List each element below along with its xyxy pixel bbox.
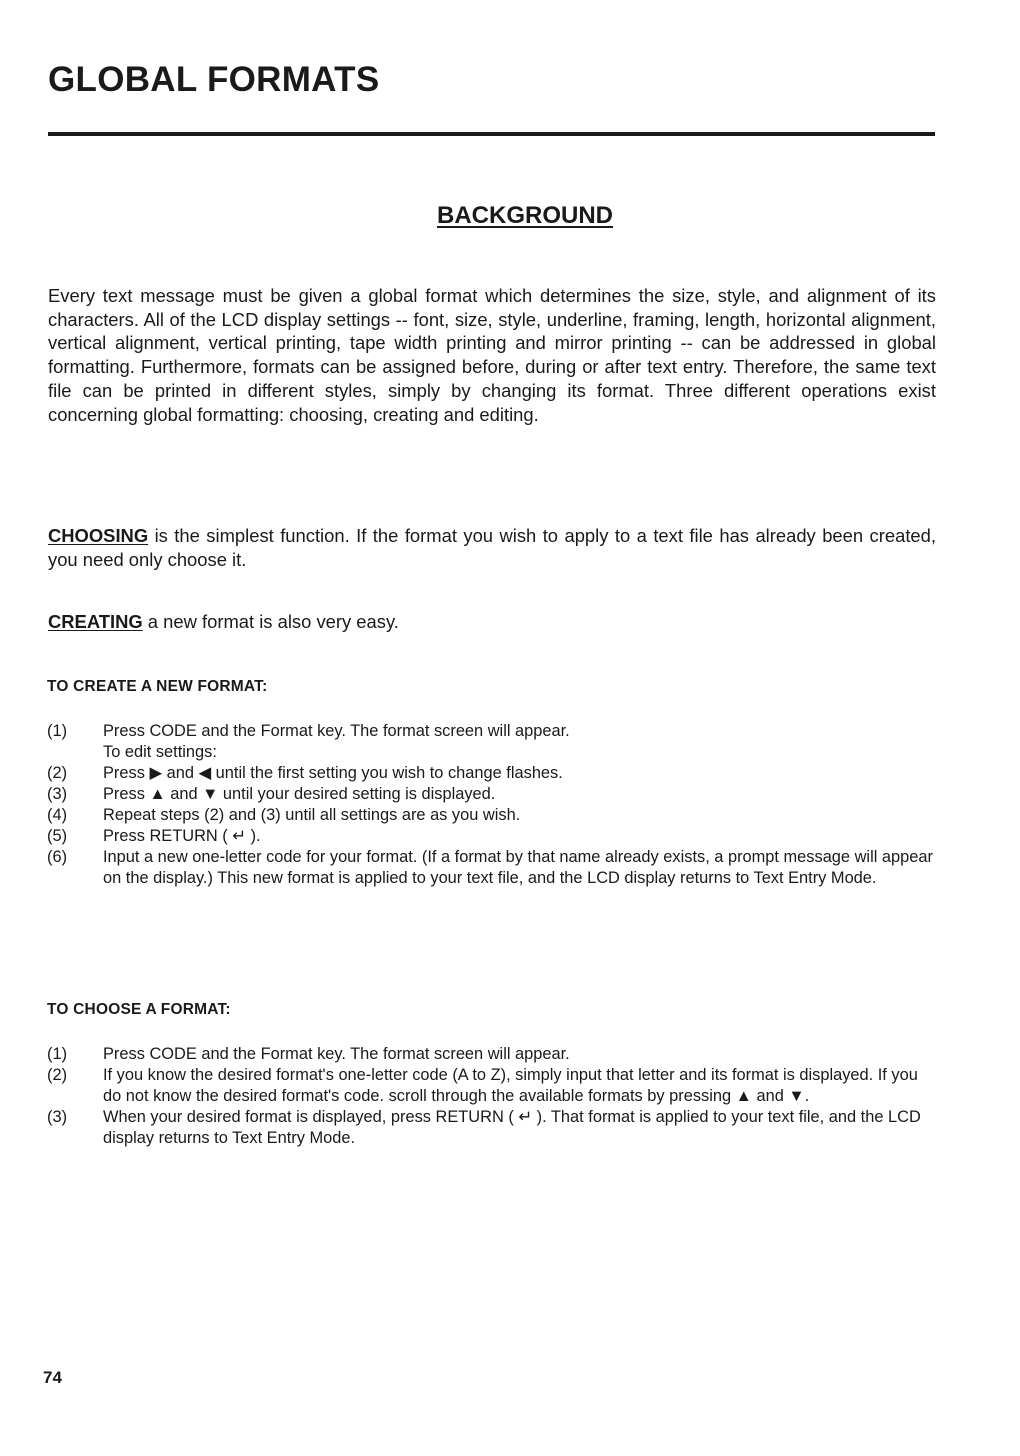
step-number: (2) [47,764,68,782]
step-text: Repeat steps (2) and (3) until all settings are as you wish. [103,806,521,824]
page-number: 74 [43,1368,62,1387]
section-heading-background: BACKGROUND [437,202,613,229]
step-number: (2) [47,1066,68,1084]
step-text: When your desired format is displayed, press RETURN ( ↵ ). That format is applied to your text file, and the LCD display returns to Text Entry Mode. [103,1108,921,1147]
step-text: Press CODE and the Format key. The format screen will appear. [103,722,570,740]
list-item [47,805,935,826]
list-item [47,742,935,763]
step-number: (4) [47,806,68,824]
list-item [47,763,935,784]
list-item [47,784,935,805]
choose-format-heading: TO CHOOSE A FORMAT: [47,1001,231,1018]
step-number: (3) [47,1108,68,1126]
step-number: (3) [47,785,68,803]
choose-format-steps [47,1044,935,1149]
step-number: (1) [47,1045,68,1063]
choosing-lead-word: CHOOSING [48,525,149,546]
step-text: Input a new one-letter code for your format. (If a format by that name already exists, a prompt message will appear on the display.) This new format is applied to your text file, and the LCD display returns to Text Entry Mode. [103,848,933,887]
step-number: (6) [47,848,68,866]
step-text: To edit settings: [103,743,217,761]
create-format-steps [47,721,935,889]
choosing-paragraph [48,524,936,571]
step-number: (5) [47,827,68,845]
creating-lead-word: CREATING [48,611,143,632]
list-item [47,847,935,889]
title-divider [48,132,935,136]
step-text: If you know the desired format's one-letter code (A to Z), simply input that letter and its format is displayed. If you do not know the desired format's code. scroll through the available formats by pressing ▲ and ▼. [103,1066,918,1105]
list-item [47,1044,935,1065]
step-number: (1) [47,722,68,740]
list-item [47,1107,935,1149]
creating-text: a new format is also very easy. [142,611,399,632]
step-text: Press ▲ and ▼ until your desired setting is displayed. [103,785,496,803]
page-title: GLOBAL FORMATS [48,60,380,99]
list-item [47,1065,935,1107]
creating-paragraph [48,610,936,634]
list-item [47,826,935,847]
choosing-text: is the simplest function. If the format you wish to apply to a text file has already been created, you need only choose it. [48,525,936,570]
step-text: Press CODE and the Format key. The format screen will appear. [103,1045,570,1063]
step-text: Press ▶ and ◀ until the first setting you wish to change flashes. [103,764,563,782]
intro-paragraph: Every text message must be given a global format which determines the size, style, and alignment of its characters. All of the LCD display settings -- font, size, style, underline, framing, length, horizontal alignment, vertical alignment, vertical printing, tape width printing and mirror printing -- can be addressed in global formatting. Furthermore, formats can be assigned before, during or after text entry. Therefore, the same text file can be printed in different styles, simply by changing its format. Three different operations exist concerning global formatting: choosing, creating and editing. [48,285,936,425]
create-format-heading: TO CREATE A NEW FORMAT: [47,678,268,695]
list-item [47,721,935,742]
step-text: Press RETURN ( ↵ ). [103,827,261,845]
